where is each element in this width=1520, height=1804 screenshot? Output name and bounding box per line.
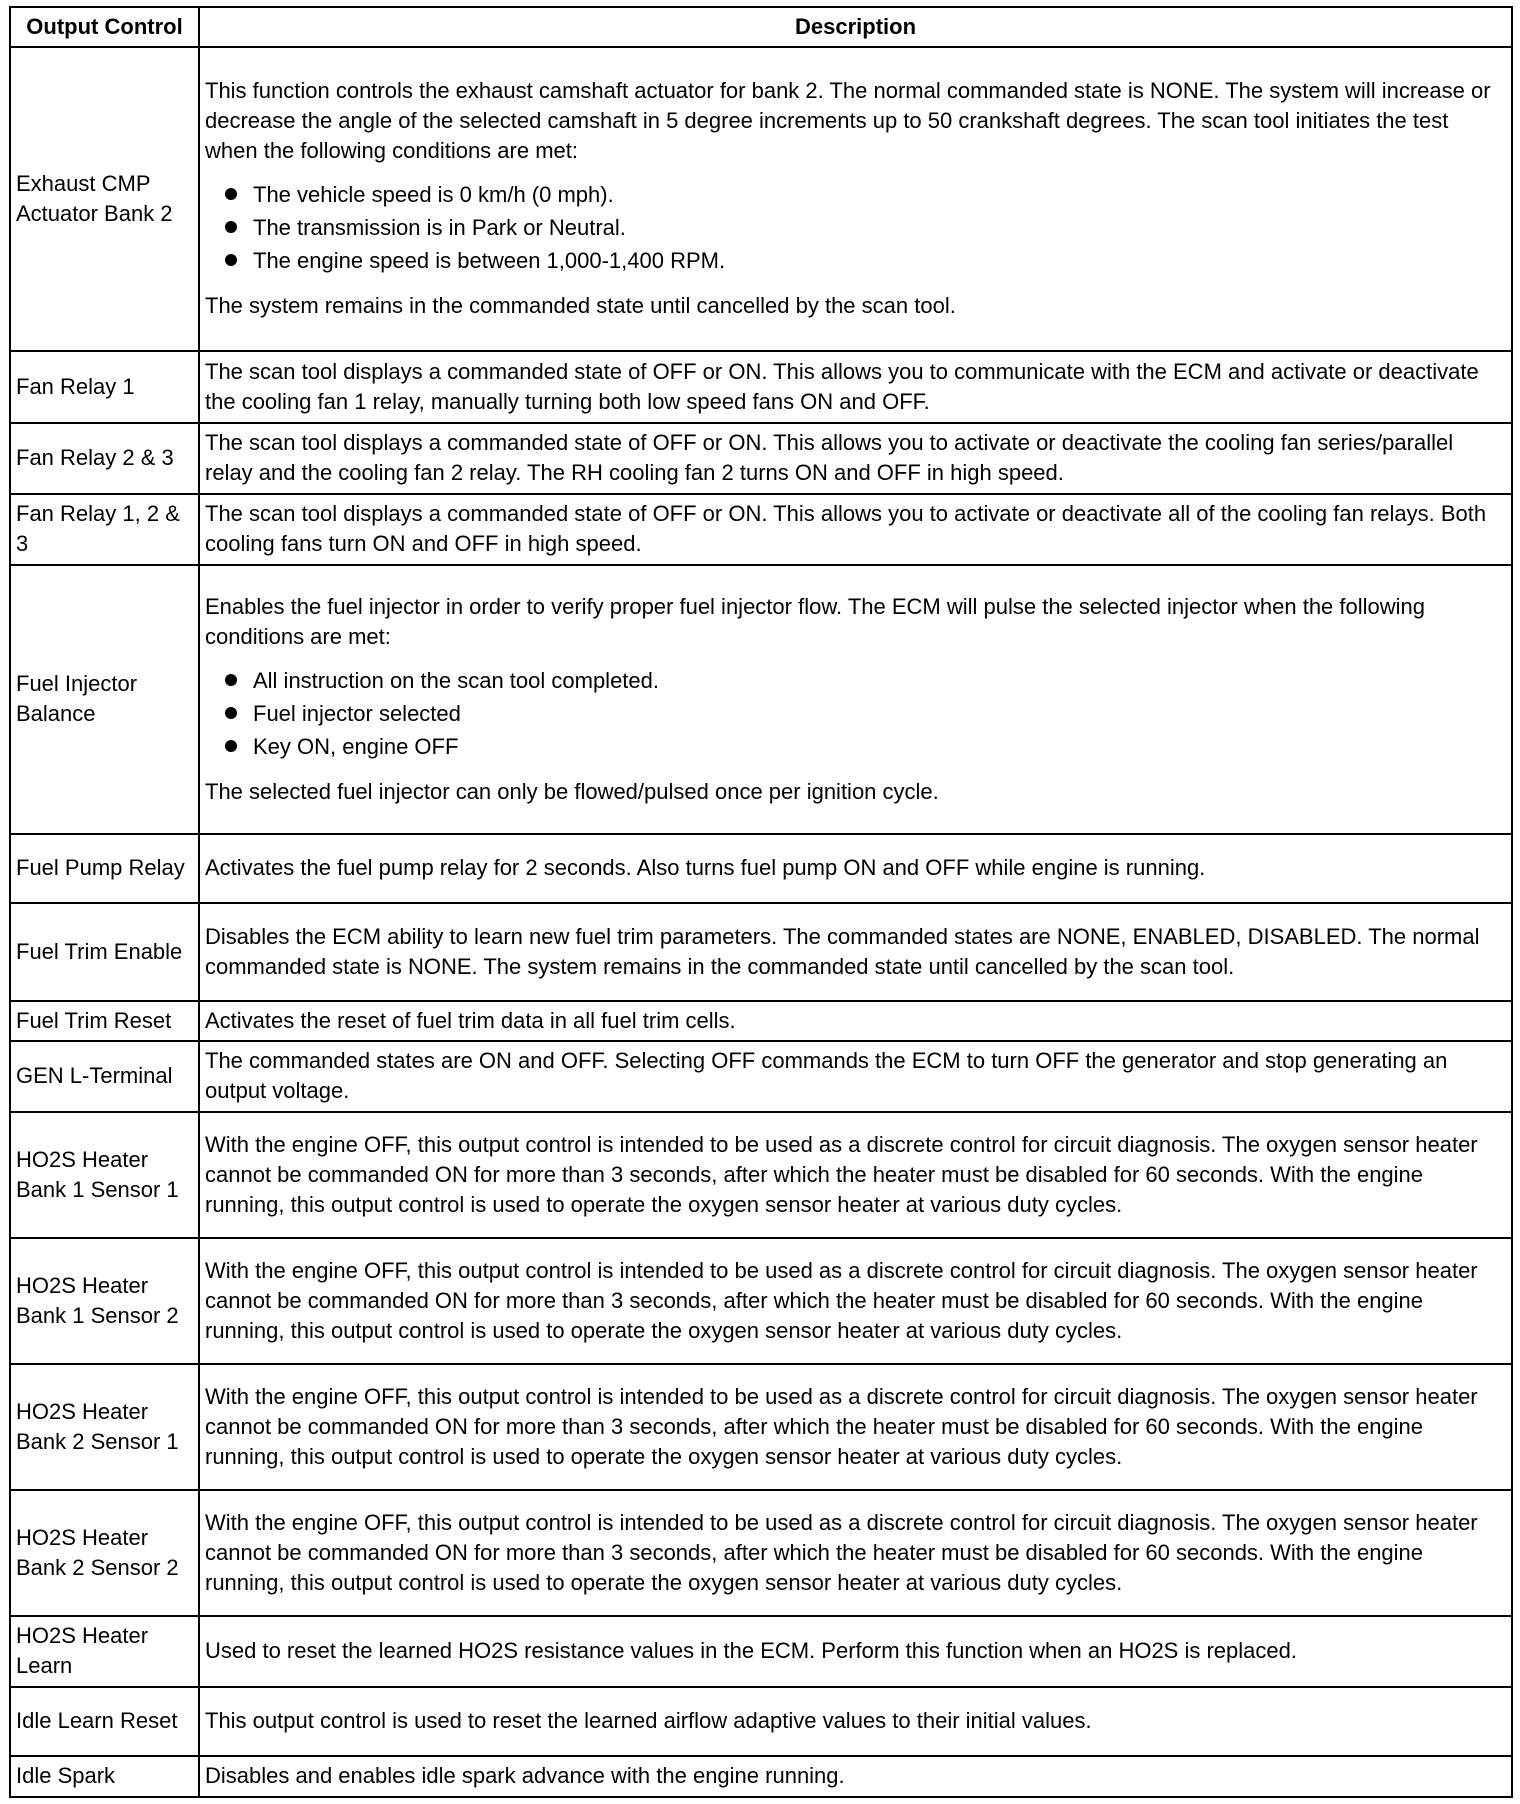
description-cell: The scan tool displays a commanded state of OFF or ON. This allows you to activate or deactivate all of the cooling fan relays. Both cooling fans turn ON and OFF in high speed. [199, 494, 1512, 565]
output-control-cell: GEN L-Terminal [10, 1041, 199, 1112]
list-item: The transmission is in Park or Neutral. [223, 211, 1506, 244]
document-page [9, 6, 1511, 1798]
description-cell: With the engine OFF, this output control is intended to be used as a discrete control for circuit diagnosis. The oxygen sensor heater cannot be commanded ON for more than 3 seconds, after which the heater must be disabled for 60 seconds. With the engine running, this output control is used to operate the oxygen sensor heater at various duty cycles. [199, 1238, 1512, 1364]
table-row [10, 494, 1512, 565]
table-row [10, 423, 1512, 494]
output-control-cell: HO2S Heater Learn [10, 1616, 199, 1687]
condition-list [205, 178, 1506, 277]
description-cell: Activates the reset of fuel trim data in all fuel trim cells. [199, 1001, 1512, 1042]
table-row [10, 47, 1512, 351]
table-row [10, 1756, 1512, 1797]
table-row [10, 1364, 1512, 1490]
description-cell: The commanded states are ON and OFF. Selecting OFF commands the ECM to turn OFF the generator and stop generating an output voltage. [199, 1041, 1512, 1112]
description-cell [199, 47, 1512, 351]
table-row [10, 1001, 1512, 1042]
description-cell: With the engine OFF, this output control is intended to be used as a discrete control for circuit diagnosis. The oxygen sensor heater cannot be commanded ON for more than 3 seconds, after which the heater must be disabled for 60 seconds. With the engine running, this output control is used to operate the oxygen sensor heater at various duty cycles. [199, 1112, 1512, 1238]
output-control-cell: Fan Relay 1 [10, 351, 199, 422]
description-cell: With the engine OFF, this output control is intended to be used as a discrete control for circuit diagnosis. The oxygen sensor heater cannot be commanded ON for more than 3 seconds, after which the heater must be disabled for 60 seconds. With the engine running, this output control is used to operate the oxygen sensor heater at various duty cycles. [199, 1364, 1512, 1490]
description-intro: This function controls the exhaust camshaft actuator for bank 2. The normal commanded state is NONE. The system will increase or decrease the angle of the selected camshaft in 5 degree increments up to 50 crankshaft degrees. The scan tool initiates the test when the following conditions are met: [205, 78, 1491, 164]
description-intro: Enables the fuel injector in order to verify proper fuel injector flow. The ECM will pulse the selected injector when the following conditions are met: [205, 593, 1426, 649]
table-row [10, 1112, 1512, 1238]
output-control-cell: Fan Relay 2 & 3 [10, 423, 199, 494]
table-row [10, 903, 1512, 1000]
output-control-cell: HO2S Heater Bank 1 Sensor 2 [10, 1238, 199, 1364]
description-cell: The scan tool displays a commanded state of OFF or ON. This allows you to activate or deactivate the cooling fan series/parallel relay and the cooling fan 2 relay. The RH cooling fan 2 turns ON and OFF in high speed. [199, 423, 1512, 494]
table-row [10, 1041, 1512, 1112]
list-item: The engine speed is between 1,000-1,400 RPM. [223, 244, 1506, 277]
description-cell: The scan tool displays a commanded state of OFF or ON. This allows you to communicate with the ECM and activate or deactivate the cooling fan 1 relay, manually turning both low speed fans ON and OFF. [199, 351, 1512, 422]
description-cell: Used to reset the learned HO2S resistance values in the ECM. Perform this function when an HO2S is replaced. [199, 1616, 1512, 1687]
list-item: All instruction on the scan tool completed. [223, 664, 1506, 697]
description-cell [199, 565, 1512, 834]
output-control-table [9, 6, 1513, 1798]
output-control-cell: Fan Relay 1, 2 & 3 [10, 494, 199, 565]
output-control-cell: Idle Learn Reset [10, 1687, 199, 1756]
list-item: Key ON, engine OFF [223, 730, 1506, 763]
output-control-cell: HO2S Heater Bank 2 Sensor 2 [10, 1490, 199, 1616]
table-row [10, 565, 1512, 834]
description-cell: Activates the fuel pump relay for 2 seconds. Also turns fuel pump ON and OFF while engine is running. [199, 834, 1512, 903]
output-control-cell: HO2S Heater Bank 1 Sensor 1 [10, 1112, 199, 1238]
output-control-cell: Idle Spark [10, 1756, 199, 1797]
output-control-cell: Fuel Injector Balance [10, 565, 199, 834]
description-cell: Disables and enables idle spark advance with the engine running. [199, 1756, 1512, 1797]
table-row [10, 1687, 1512, 1756]
description-cell: Disables the ECM ability to learn new fuel trim parameters. The commanded states are NONE, ENABLED, DISABLED. The normal commanded state is NONE. The system remains in the commanded state until cancelled by the scan tool. [199, 903, 1512, 1000]
table-row [10, 351, 1512, 422]
condition-list [205, 664, 1506, 763]
table-row [10, 834, 1512, 903]
header-output-control: Output Control [10, 7, 199, 47]
description-outro: The system remains in the commanded state until cancelled by the scan tool. [205, 293, 956, 319]
output-control-cell: HO2S Heater Bank 2 Sensor 1 [10, 1364, 199, 1490]
header-description: Description [199, 7, 1512, 47]
list-item: The vehicle speed is 0 km/h (0 mph). [223, 178, 1506, 211]
output-control-cell: Fuel Trim Enable [10, 903, 199, 1000]
list-item: Fuel injector selected [223, 697, 1506, 730]
description-outro: The selected fuel injector can only be flowed/pulsed once per ignition cycle. [205, 778, 939, 804]
description-cell: With the engine OFF, this output control is intended to be used as a discrete control for circuit diagnosis. The oxygen sensor heater cannot be commanded ON for more than 3 seconds, after which the heater must be disabled for 60 seconds. With the engine running, this output control is used to operate the oxygen sensor heater at various duty cycles. [199, 1490, 1512, 1616]
output-control-cell: Fuel Pump Relay [10, 834, 199, 903]
table-row [10, 1238, 1512, 1364]
description-cell: This output control is used to reset the learned airflow adaptive values to their initial values. [199, 1687, 1512, 1756]
table-row [10, 1616, 1512, 1687]
output-control-cell: Exhaust CMP Actuator Bank 2 [10, 47, 199, 351]
table-header-row [10, 7, 1512, 47]
table-row [10, 1490, 1512, 1616]
output-control-cell: Fuel Trim Reset [10, 1001, 199, 1042]
